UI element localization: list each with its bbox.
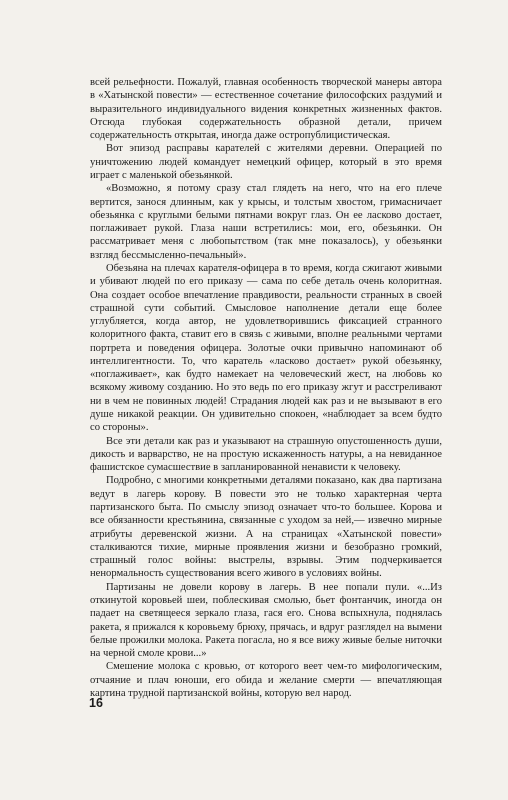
paragraph: Партизаны не довели корову в лагерь. В нее попали пули. «...Из откинутой коровьей шеи, поблескивая смолью, бьет фонтанчик, иногда он падает на светящееся зеркало глаза, гася его. Снова вспыхнула, поднялась ракета, я прижался к коровьему брюху, прячась, и вдруг разглядел на вымени белые прожилки молока. Ракета погасла, но я все вижу живые белые ниточки на черной смоле крови...» (90, 581, 442, 660)
paragraph: всей рельефности. Пожалуй, главная особенность творческой манеры автора в «Хатынской повести» — естественное сочетание философских раздумий и выразительного индивидуального видения конкретных жизненных фактов. Отсюда глубокая содержательность образной детали, причем содержательность открытая, иногда даже остропублицистическая. (90, 77, 442, 142)
paragraph: Смешение молока с кровью, от которого веет чем-то мифологическим, отчаяние и плач юноши, его обида и желание смерти — впечатляющая картина трудной партизанской войны, которую вел народ. (90, 661, 442, 699)
paragraph: Подробно, с многими конкретными деталями показано, как два партизана ведут в лагерь корову. В повести это не только характерная черта партизанского быта. По смыслу эпизод означает что-то большее. Корова и все обязанности крестьянина, связанные с уходом за ней,— извечно мирные атрибуты деревенской жизни. А на страницах «Хатынской повести» сталкиваются тихие, мирные проявления жизни и безобразно громкий, страшный голос войны: выстрелы, взрывы. Этим подчеркивается ненормальность существования всего живого в условиях войны. (90, 475, 442, 580)
paragraph: Вот эпизод расправы карателей с жителями деревни. Операцией по уничтожению людей командует немецкий офицер, который в это время играет с маленькой обезьянкой. (90, 143, 442, 181)
page-number: 16 (89, 696, 103, 710)
paragraph: Обезьяна на плечах карателя-офицера в то время, когда сжигают живыми и убивают людей по его приказу — сама по себе деталь очень колоритная. Она создает особое впечатление правдивости, реальности странных в своей страшной сути событий. Смысловое наполнение детали еще более углубляется, когда автор, не удовлетворившись фиксацией странного колоритного факта, ставит его в связь с живыми, вполне реальными чертами портрета и поведения офицера. Золотые очки привычно напоминают об интеллигентности. То, что каратель «ласково достает» рукой обезьянку, «поглаживает», как будто намекает на человеческий жест, на любовь ко всякому живому созданию. Но это ведь по его приказу жгут и расстреливают ни в чем не повинных людей! Страдания людей как раз и не вызывают в его душе никакой реакции. Он удивительно спокоен, «наблюдает за всем будто со стороны». (90, 262, 442, 434)
quote-paragraph: «Возможно, я потому сразу стал глядеть на него, что на его плече вертится, занося длинным, как у крысы, и толстым хвостом, гримасничает обезьянка с круглыми белыми пятнами вокруг глаз. Он ее ласково достает, поглаживает рукой. Глаза наши встретились: мои, его, обезьянки. Он рассматривает меня с любопытством (так мне показалось), у обезьянки взгляд бессмысленно-печальный». (90, 183, 442, 261)
paragraph: Все эти детали как раз и указывают на страшную опустошенность души, дикость и варварство, не на простую искаженность натуры, а на невиданное фашистское сумасшествие в запланированной ненависти к человеку. (90, 435, 442, 474)
body-text (90, 76, 442, 700)
